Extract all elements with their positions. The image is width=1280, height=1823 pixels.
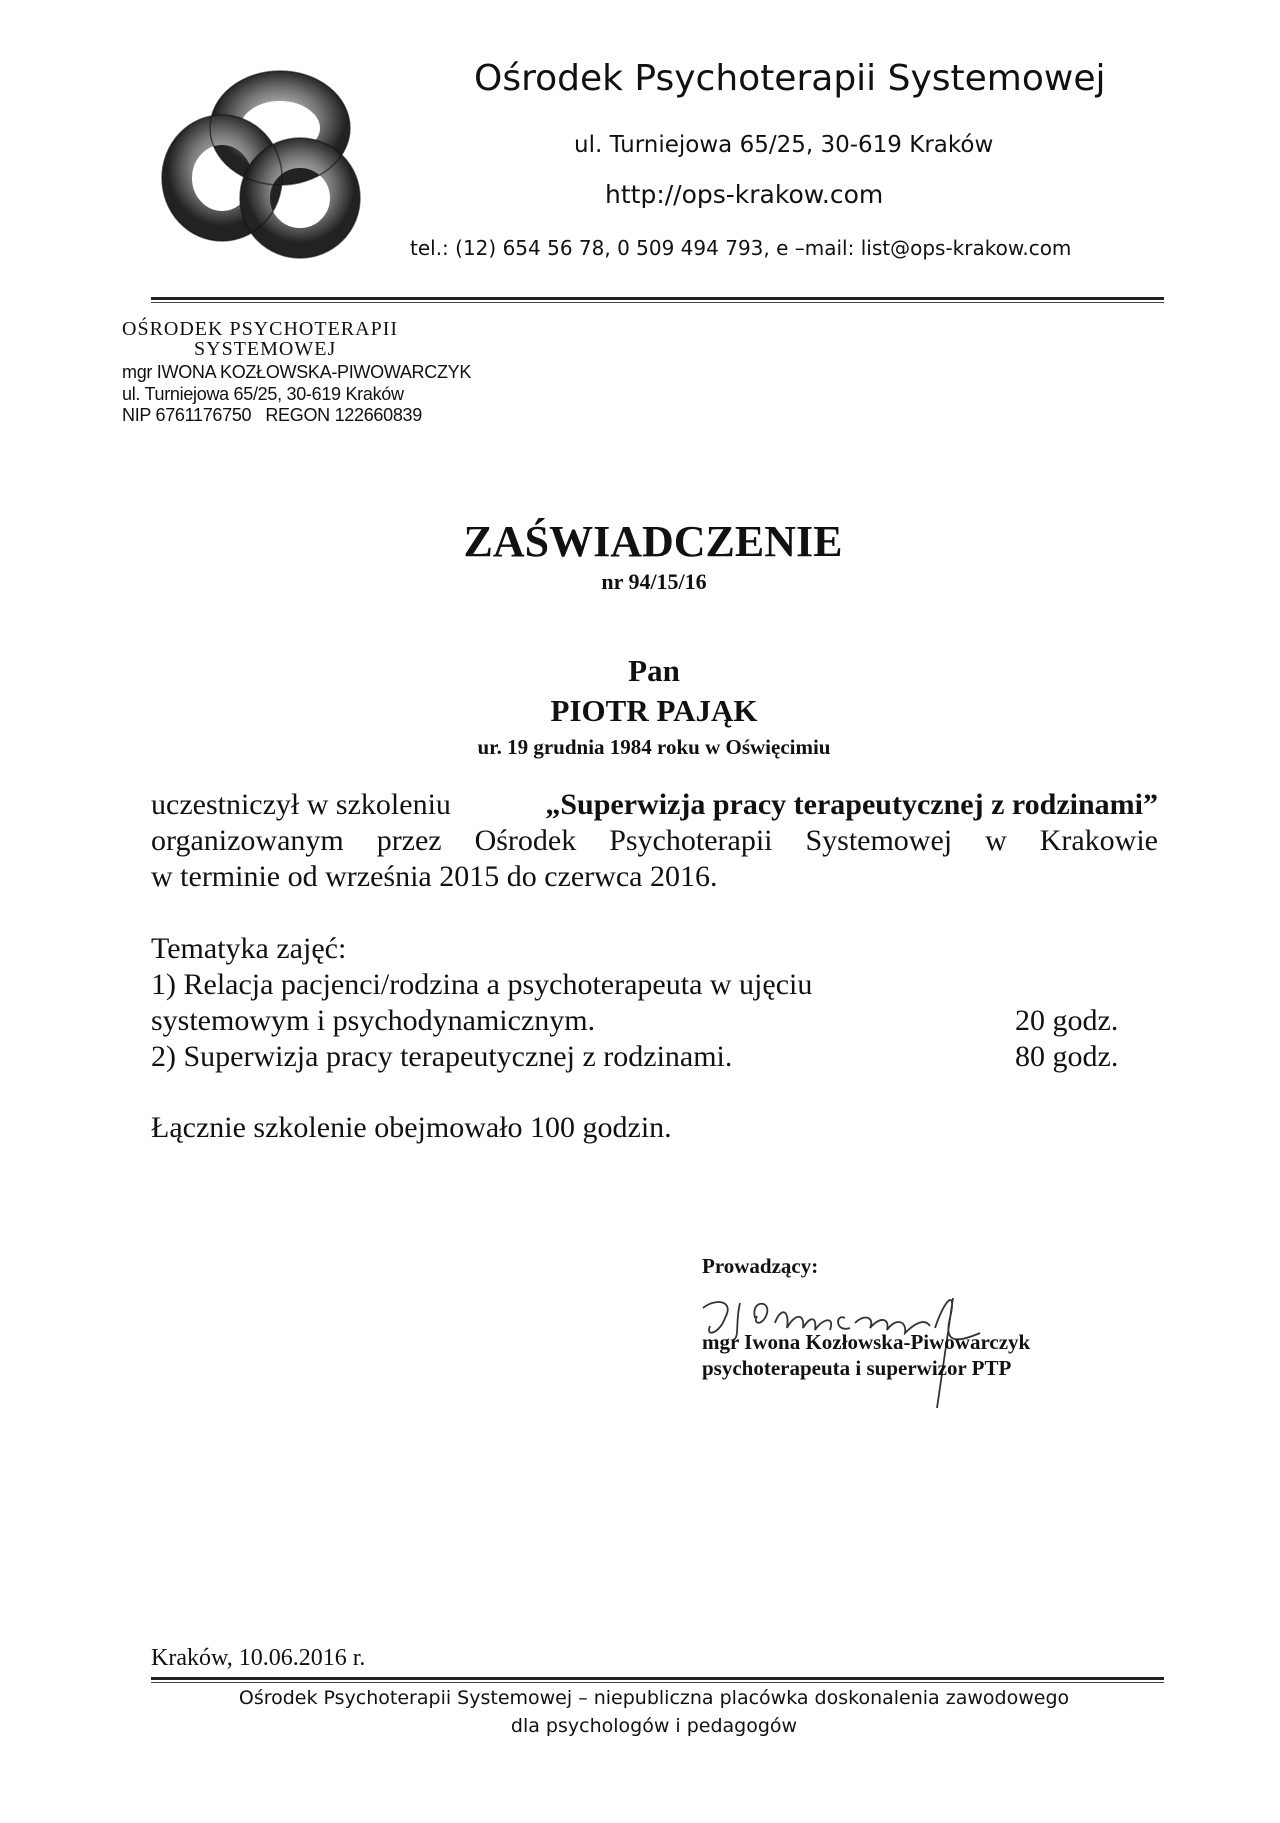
signatory-role: psychoterapeuta i superwizor PTP	[702, 1356, 1012, 1380]
knot-logo-icon	[160, 68, 365, 260]
stamp-line: SYSTEMOWEJ	[194, 338, 337, 360]
org-website[interactable]: http://ops-krakow.com	[605, 180, 884, 209]
body-text: uczestniczył w szkoleniu	[151, 788, 451, 821]
place-date: Kraków, 10.06.2016 r.	[151, 1645, 366, 1671]
topic-2-hours: 80 godz.	[1015, 1040, 1119, 1073]
topic-1-line-1: 1) Relacja pacjenci/rodzina a psychoterapeuta w ujęciu	[151, 968, 813, 1001]
total-hours: Łącznie szkolenie obejmowało 100 godzin.	[151, 1111, 672, 1144]
certificate-number: nr 94/15/16	[601, 569, 707, 594]
word: Ośrodek	[474, 824, 577, 857]
salutation: Pan	[628, 653, 680, 688]
topic-2: 2) Superwizja pracy terapeutycznej z rodzinami.	[151, 1040, 733, 1073]
word: przez	[376, 824, 442, 857]
word: Krakowie	[1039, 824, 1158, 857]
stamp-line: OŚRODEK PSYCHOTERAPII	[122, 318, 399, 340]
body-line-1	[151, 788, 1158, 822]
word: Psychoterapii	[609, 824, 773, 857]
body-line-2	[151, 824, 1158, 858]
stamp-line: ul. Turniejowa 65/25, 30-619 Kraków	[122, 384, 404, 404]
topic-1-line-2: systemowym i psychodynamicznym.	[151, 1004, 596, 1037]
stamp-line: NIP 6761176750 REGON 122660839	[122, 405, 422, 425]
header-divider	[151, 297, 1164, 303]
word: organizowanym	[151, 824, 344, 857]
org-address: ul. Turniejowa 65/25, 30-619 Kraków	[574, 132, 994, 158]
signatory-name: mgr Iwona Kozłowska-Piwowarczyk	[702, 1330, 1031, 1354]
topic-1-hours: 20 godz.	[1015, 1004, 1119, 1037]
word: Systemowej	[805, 824, 953, 857]
stamp-line: mgr IWONA KOZŁOWSKA-PIWOWARCZYK	[122, 362, 472, 382]
signature-label: Prowadzący:	[702, 1254, 819, 1278]
footer-line-1: Ośrodek Psychoterapii Systemowej – niepubliczna placówka doskonalenia zawodowego	[238, 1687, 1070, 1709]
footer-line-2: dla psychologów i pedagogów	[510, 1715, 798, 1737]
topics-heading: Tematyka zajęć:	[151, 932, 347, 965]
recipient-name: PIOTR PAJĄK	[550, 693, 758, 728]
body-line-3: w terminie od września 2015 do czerwca 2016.	[151, 860, 718, 893]
footer-divider	[151, 1677, 1164, 1683]
org-contact: tel.: (12) 654 56 78, 0 509 494 793, e –mail: list@ops-krakow.com	[410, 236, 1072, 260]
certificate-title: ZAŚWIADCZENIE	[463, 517, 843, 566]
word: w	[985, 824, 1007, 857]
org-name: Ośrodek Psychoterapii Systemowej	[474, 58, 1106, 99]
birth-info: ur. 19 grudnia 1984 roku w Oświęcimiu	[477, 735, 831, 759]
course-name: „Superwizja pracy terapeutycznej z rodzinami”	[545, 788, 1158, 821]
